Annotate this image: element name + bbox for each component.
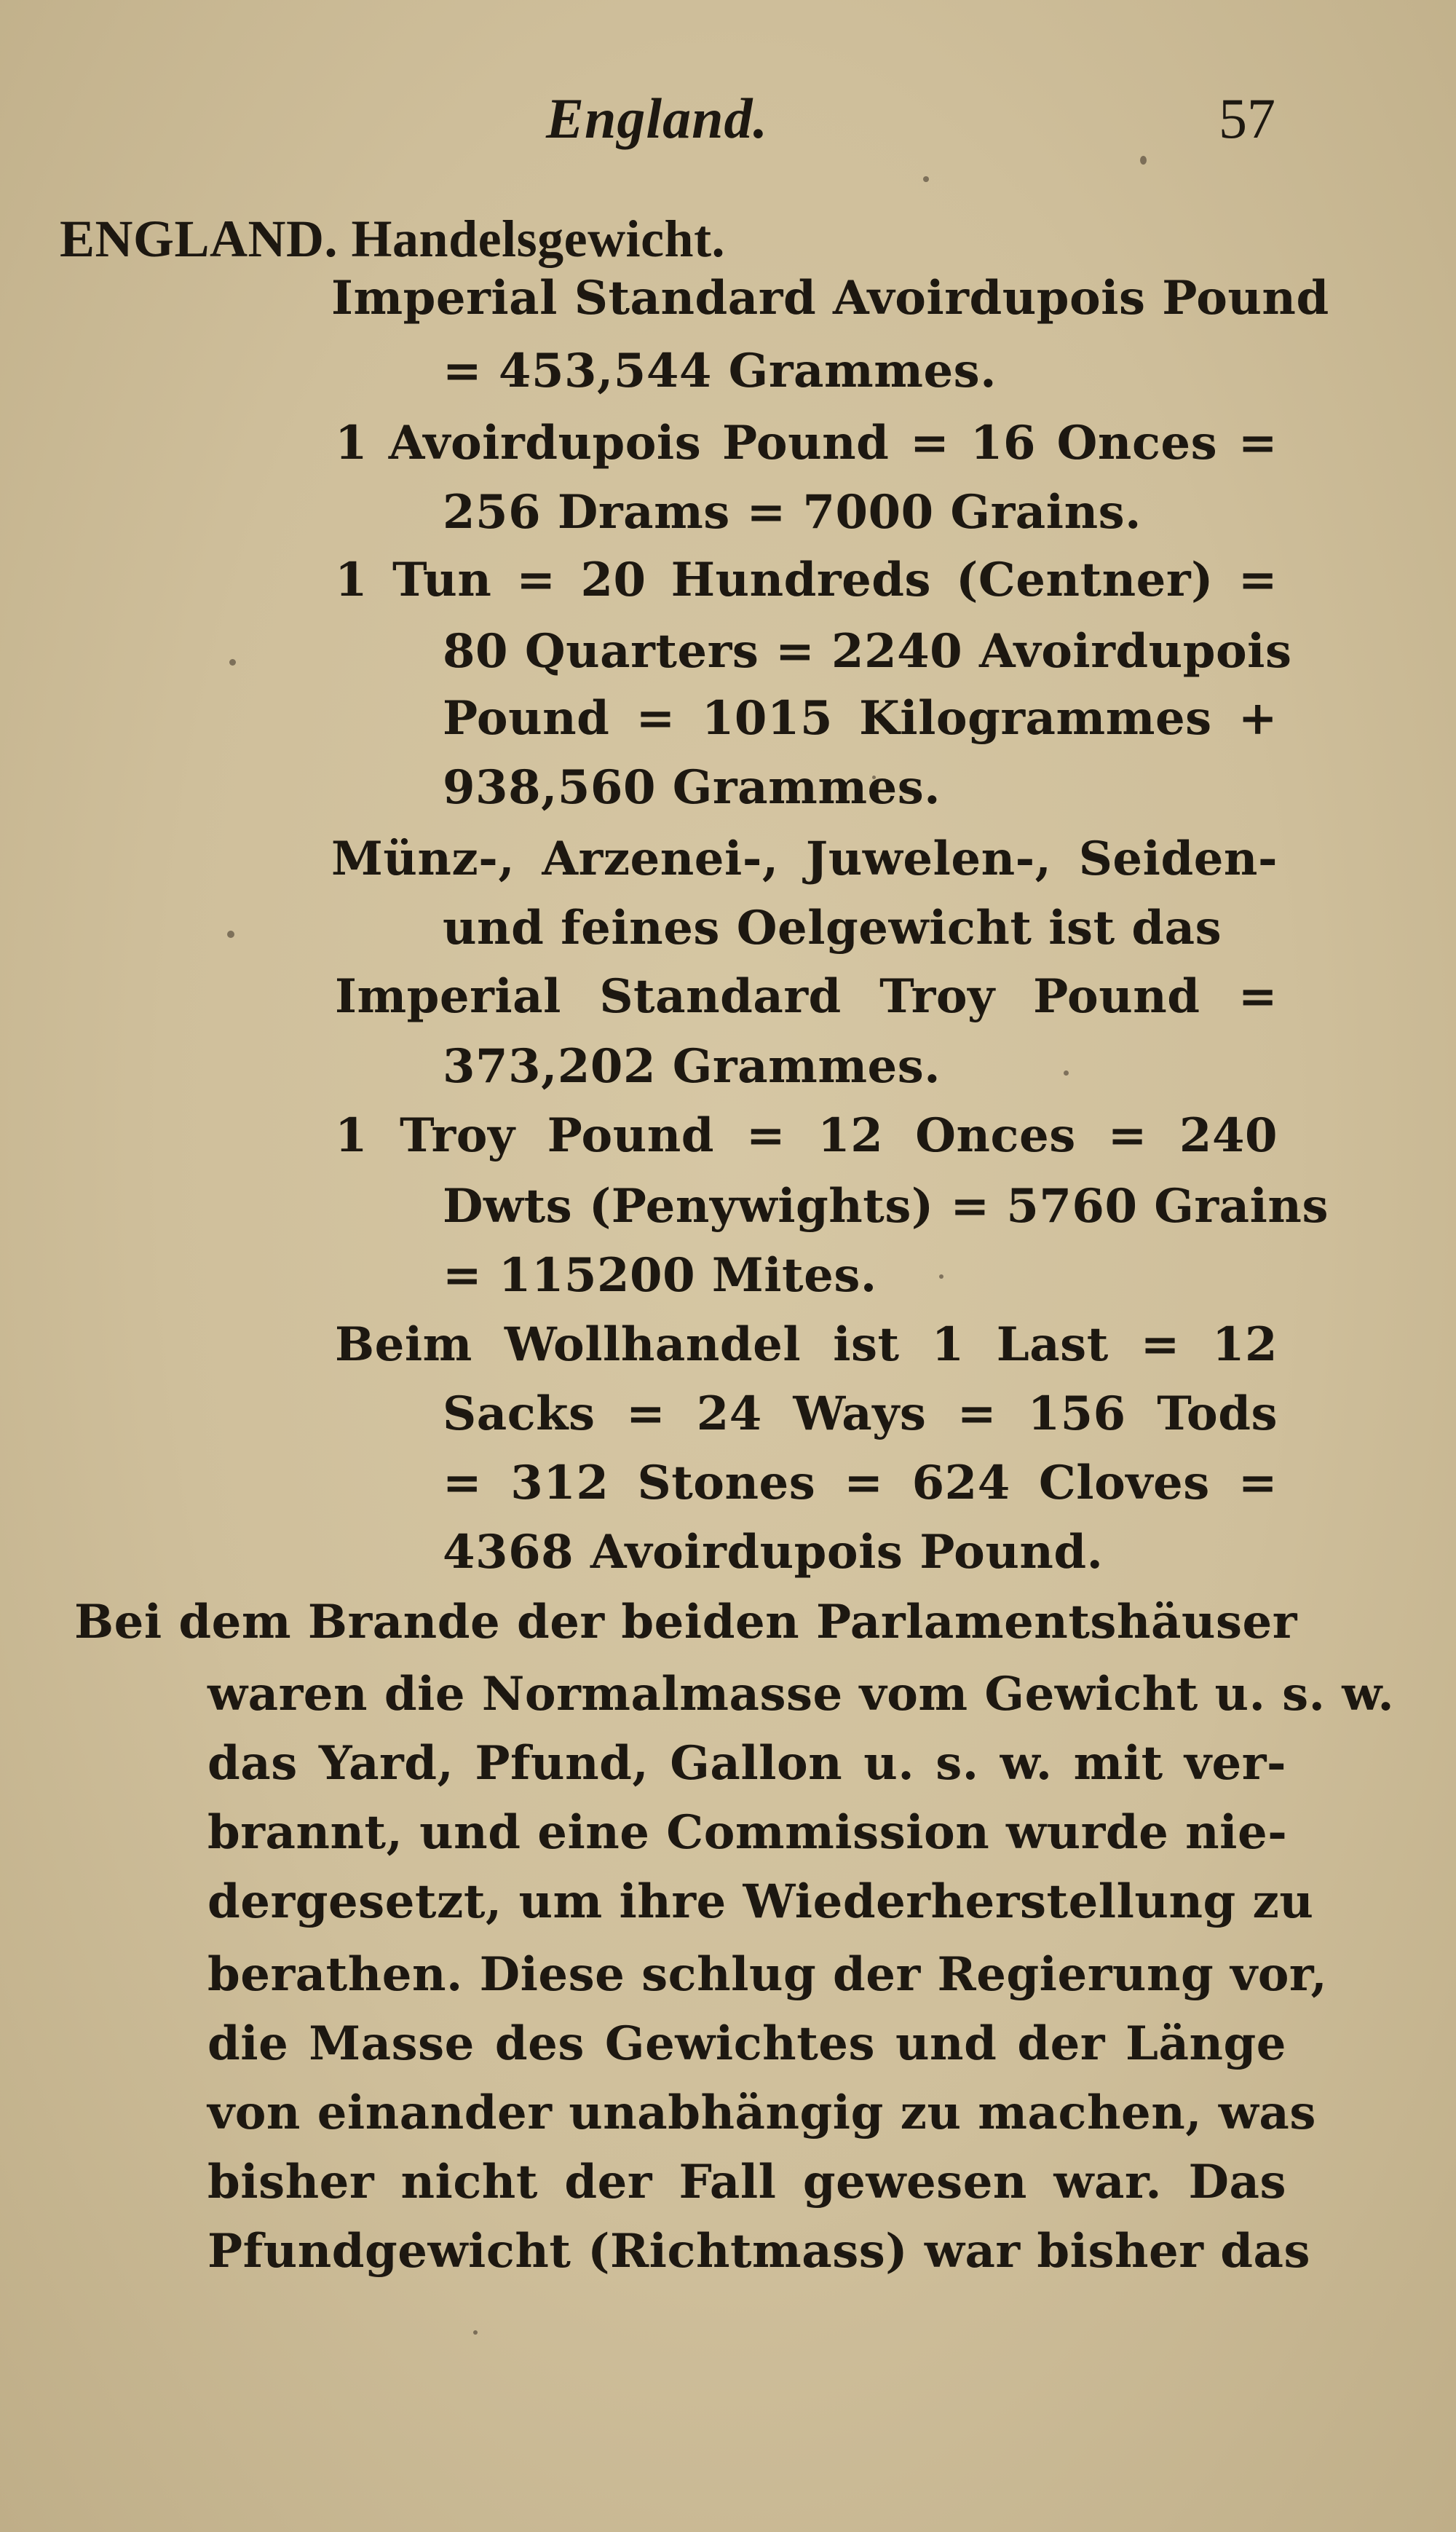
paragraph-line: bisher nicht der Fall gewesen war. Das xyxy=(207,2155,1286,2209)
text-line: 80 Quarters = 2240 Avoirdupois xyxy=(443,624,1292,679)
text-line: 938,560 Grammes. xyxy=(443,760,941,815)
text-line: = 453,544 Grammes. xyxy=(443,344,997,398)
paper-speck xyxy=(227,931,234,938)
running-title: England. xyxy=(546,87,768,150)
paragraph-line: das Yard, Pfund, Gallon u. s. w. mit ver- xyxy=(207,1736,1286,1791)
paragraph-line: die Masse des Gewichtes und der Länge xyxy=(207,2016,1286,2071)
text-line: 1 Tun = 20 Hundreds (Centner) = xyxy=(335,553,1278,607)
paragraph-line: von einander unabhängig zu machen, was xyxy=(207,2086,1316,2140)
page-number: 57 xyxy=(1219,87,1275,150)
text-line: = 312 Stones = 624 Cloves = xyxy=(443,1456,1278,1510)
paper-speck xyxy=(229,659,236,666)
paragraph-line: waren die Normalmasse vom Gewicht u. s. w. xyxy=(207,1667,1395,1721)
page-header xyxy=(0,86,1456,166)
paper-speck xyxy=(1064,1070,1069,1076)
paper-speck xyxy=(939,1274,943,1279)
paragraph-line: dergesetzt, um ihre Wiederherstellung zu xyxy=(207,1874,1314,1929)
text-line: Pound = 1015 Kilogrammes + xyxy=(443,691,1278,746)
text-line: Dwts (Penywights) = 5760 Grains xyxy=(443,1179,1329,1234)
text-line: Beim Wollhandel ist 1 Last = 12 xyxy=(335,1317,1278,1372)
text-line: 1 Troy Pound = 12 Onces = 240 xyxy=(335,1108,1278,1163)
text-line: 373,202 Grammes. xyxy=(443,1039,941,1094)
text-line: Sacks = 24 Ways = 156 Tods xyxy=(443,1387,1278,1441)
text-line: Imperial Standard Avoirdupois Pound xyxy=(331,271,1329,326)
text-line: Münz-, Arzenei-, Juwelen-, Seiden- xyxy=(331,832,1278,886)
section-heading: ENGLAND. Handelsgewicht. xyxy=(60,210,726,268)
paragraph-line: Bei dem Brande der beiden Parlamentshäuser xyxy=(74,1595,1297,1649)
paragraph-line: Pfundgewicht (Richtmass) war bisher das xyxy=(207,2224,1310,2279)
text-line: = 115200 Mites. xyxy=(443,1248,877,1303)
text-line: Imperial Standard Troy Pound = xyxy=(335,969,1278,1024)
paragraph-line: berathen. Diese schlug der Regierung vor, xyxy=(207,1947,1328,2002)
text-line: 1 Avoirdupois Pound = 16 Onces = xyxy=(335,416,1278,470)
text-line: 256 Drams = 7000 Grains. xyxy=(443,485,1142,540)
text-line: 4368 Avoirdupois Pound. xyxy=(443,1525,1104,1579)
paper-speck xyxy=(473,2330,478,2335)
text-line: und feines Oelgewicht ist das xyxy=(443,901,1222,955)
paper-speck xyxy=(923,176,929,182)
paragraph-line: brannt, und eine Commission wurde nie- xyxy=(207,1805,1288,1860)
